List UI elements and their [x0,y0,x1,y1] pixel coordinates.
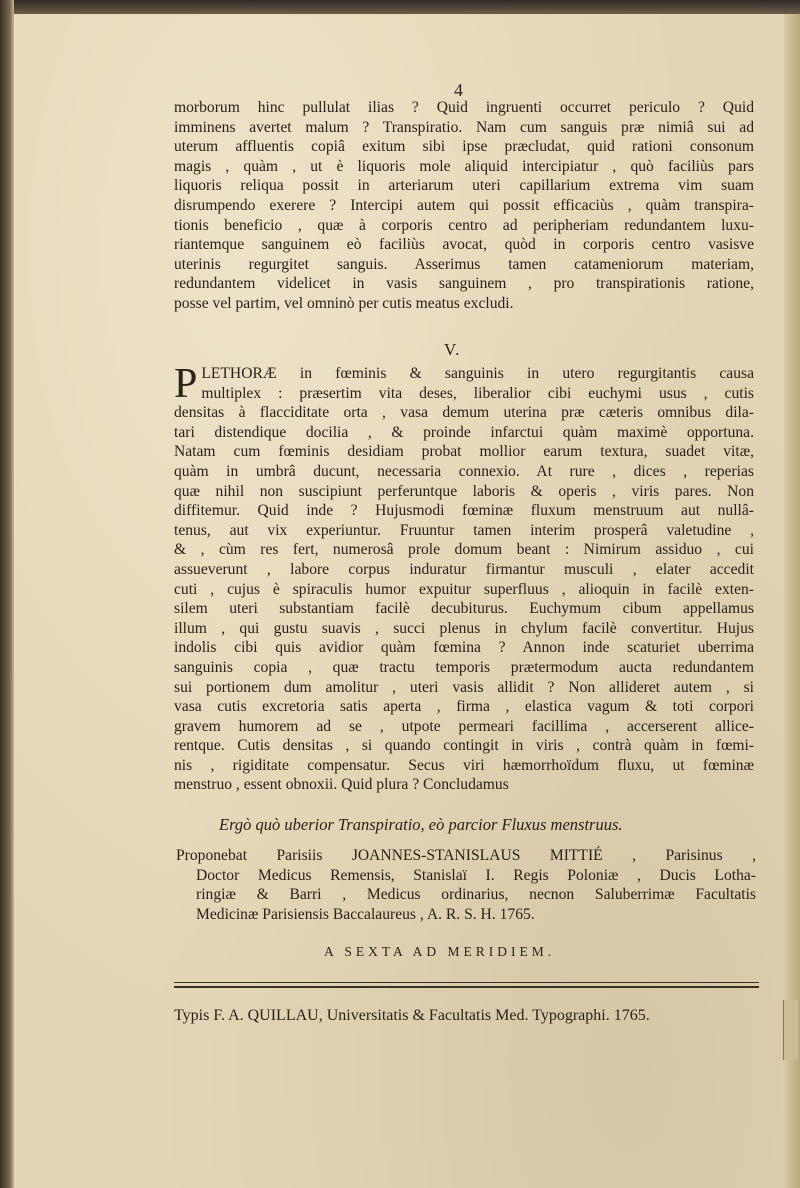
text-line: redundantem videlicet in vasis sanguinem , pro transpirationis ratione, [174,275,754,293]
drop-cap: P [174,361,198,407]
text-line: vasa cutis excretoria satis aperta , firma , elastica vagum & toti corpori [174,698,754,716]
divider-rule [174,982,759,983]
text-line: tionis beneficio , quæ à corporis centro ad peripheriam redundantem luxu- [174,216,754,234]
text-line: imminens avertet malum ? Transpiratio. Nam cum sanguis præ nimiâ sui ad [174,118,754,136]
text-line: gravem humorem ad se , utpote permeari facillima , accerserent allice- [174,717,754,735]
page-tab [783,1000,798,1060]
imprint-line: Medicinæ Parisiensis Baccalaureus , A. R. S. H. 1765. [196,905,535,923]
imprint-line: ringiæ & Barri , Medicus ordinarius, necnon Saluberrimæ Facultatis [196,886,756,904]
text-line: uterinis regurgitet sanguis. Asserimus tamen catameniorum materiam, [174,255,754,273]
page-number: 4 [454,80,463,100]
text-line: indolis cibi quis avidior quàm fœmina ? Annon inde scaturiet uberrima [174,639,754,657]
book-binding-left [0,0,14,1188]
text-line: riantemque sanguinem eò faciliùs avocat, quòd in corporis centro vasisve [174,236,754,254]
section-heading: V. [444,340,461,359]
document-page [14,14,784,1188]
divider-rule [174,986,759,988]
text-line: Natam cum fœminis desidiam probat mollior earum textura, suadet vitæ, [174,443,754,461]
text-line: menstruo , essent obnoxii. Quid plura ? Concludamus [174,776,509,794]
thesis-imprint [176,846,756,924]
text-line: LETHORÆ in fœminis & sanguinis in utero regurgitantis causa [201,365,754,382]
text-line: tenus, aut vix experiuntur. Fruuntur tamen interim prosperâ valetudine , [174,521,754,539]
top-paragraph [174,98,754,314]
text-line: sanguinis copia , quæ tractu temporis prætermodum aucta redundantem [174,658,754,676]
text-line: liquoris reliqua possit in arteriarum uteri capillarium extrema vim suam [174,177,754,195]
text-line: magis , quàm , ut è liquoris mole aliquid intercipiatur , quò faciliùs pars [174,157,754,175]
text-line: diffitemur. Quid inde ? Hujusmodi fœminæ fluxum menstruum aut nullâ- [174,502,754,520]
imprint-line: Doctor Medicus Remensis, Stanislaï I. Regis Poloniæ , Ducis Lotha- [196,866,756,884]
book-binding-top [0,0,800,14]
text-line: quàm in umbrâ ducunt, necessaria connexio. At rure , dices , reperias [174,462,754,480]
text-line: assueverunt , labore corpus induratur firmantur musculi , elater accedit [174,560,754,578]
text-line: multiplex : præsertim vita deses, liberalior cibi euchymi usus , cutis [201,384,754,402]
second-paragraph [174,361,754,795]
text-line: morborum hinc pullulat ilias ? Quid ingruenti occurret periculo ? Quid [174,99,754,116]
text-line: disrumpendo exerere ? Intercipi autem qui possit efficaciùs , quàm transpira- [174,196,754,214]
text-line: quæ nihil non suscipiunt perferuntque laboris & operis , viris pares. Non [174,482,754,500]
imprint-line: Proponebat Parisiis JOANNES-STANISLAUS MITTIÉ , Parisinus , [176,847,756,864]
text-line: densitas à flacciditate orta , vasa demum uterina præ cæteris omnibus dila- [174,404,754,422]
text-line: tari distendique docilia , & proinde infarctui quàm maximè opportuna. [174,423,754,441]
printer-colophon: Typis F. A. QUILLAU, Universitatis & Facultatis Med. Typographi. 1765. [174,1007,650,1024]
text-line: cuti , cujus è spiraculis humor expuitur superfluus , alioquin in facilè exten- [174,580,754,598]
text-line: rentque. Cutis densitas , si quando contingit in viris , contrà quàm in fœmi- [174,737,754,755]
text-line: & , cùm res fert, numerosâ prole domum beant : Nimirum assiduo , cui [174,541,754,559]
text-line: nis , rigiditate compensatur. Secus viri hæmorrhoïdum fluxu, ut fœminæ [174,756,754,774]
thesis-conclusion: Ergò quò uberior Transpiratio, eò parcior Fluxus menstruus. [219,815,623,834]
text-line: uterum affluentis copiâ exitum sibi ipse præcludat, quid rationi consonum [174,138,754,156]
text-line: sui portionem dum amolitur , uteri vasis allidit ? Non allideret autem , si [174,678,754,696]
text-line: illum , qui gustu suavis , succi plenus in chylum facilè convertitur. Hujus [174,619,754,637]
text-line: posse vel partim, vel omninò per cutis meatus excludi. [174,294,514,312]
disputation-hour: A SEXTA AD MERIDIEM. [324,944,556,959]
text-line: silem uteri substantiam facilè decubiturus. Euchymum cibum appellamus [174,600,754,618]
